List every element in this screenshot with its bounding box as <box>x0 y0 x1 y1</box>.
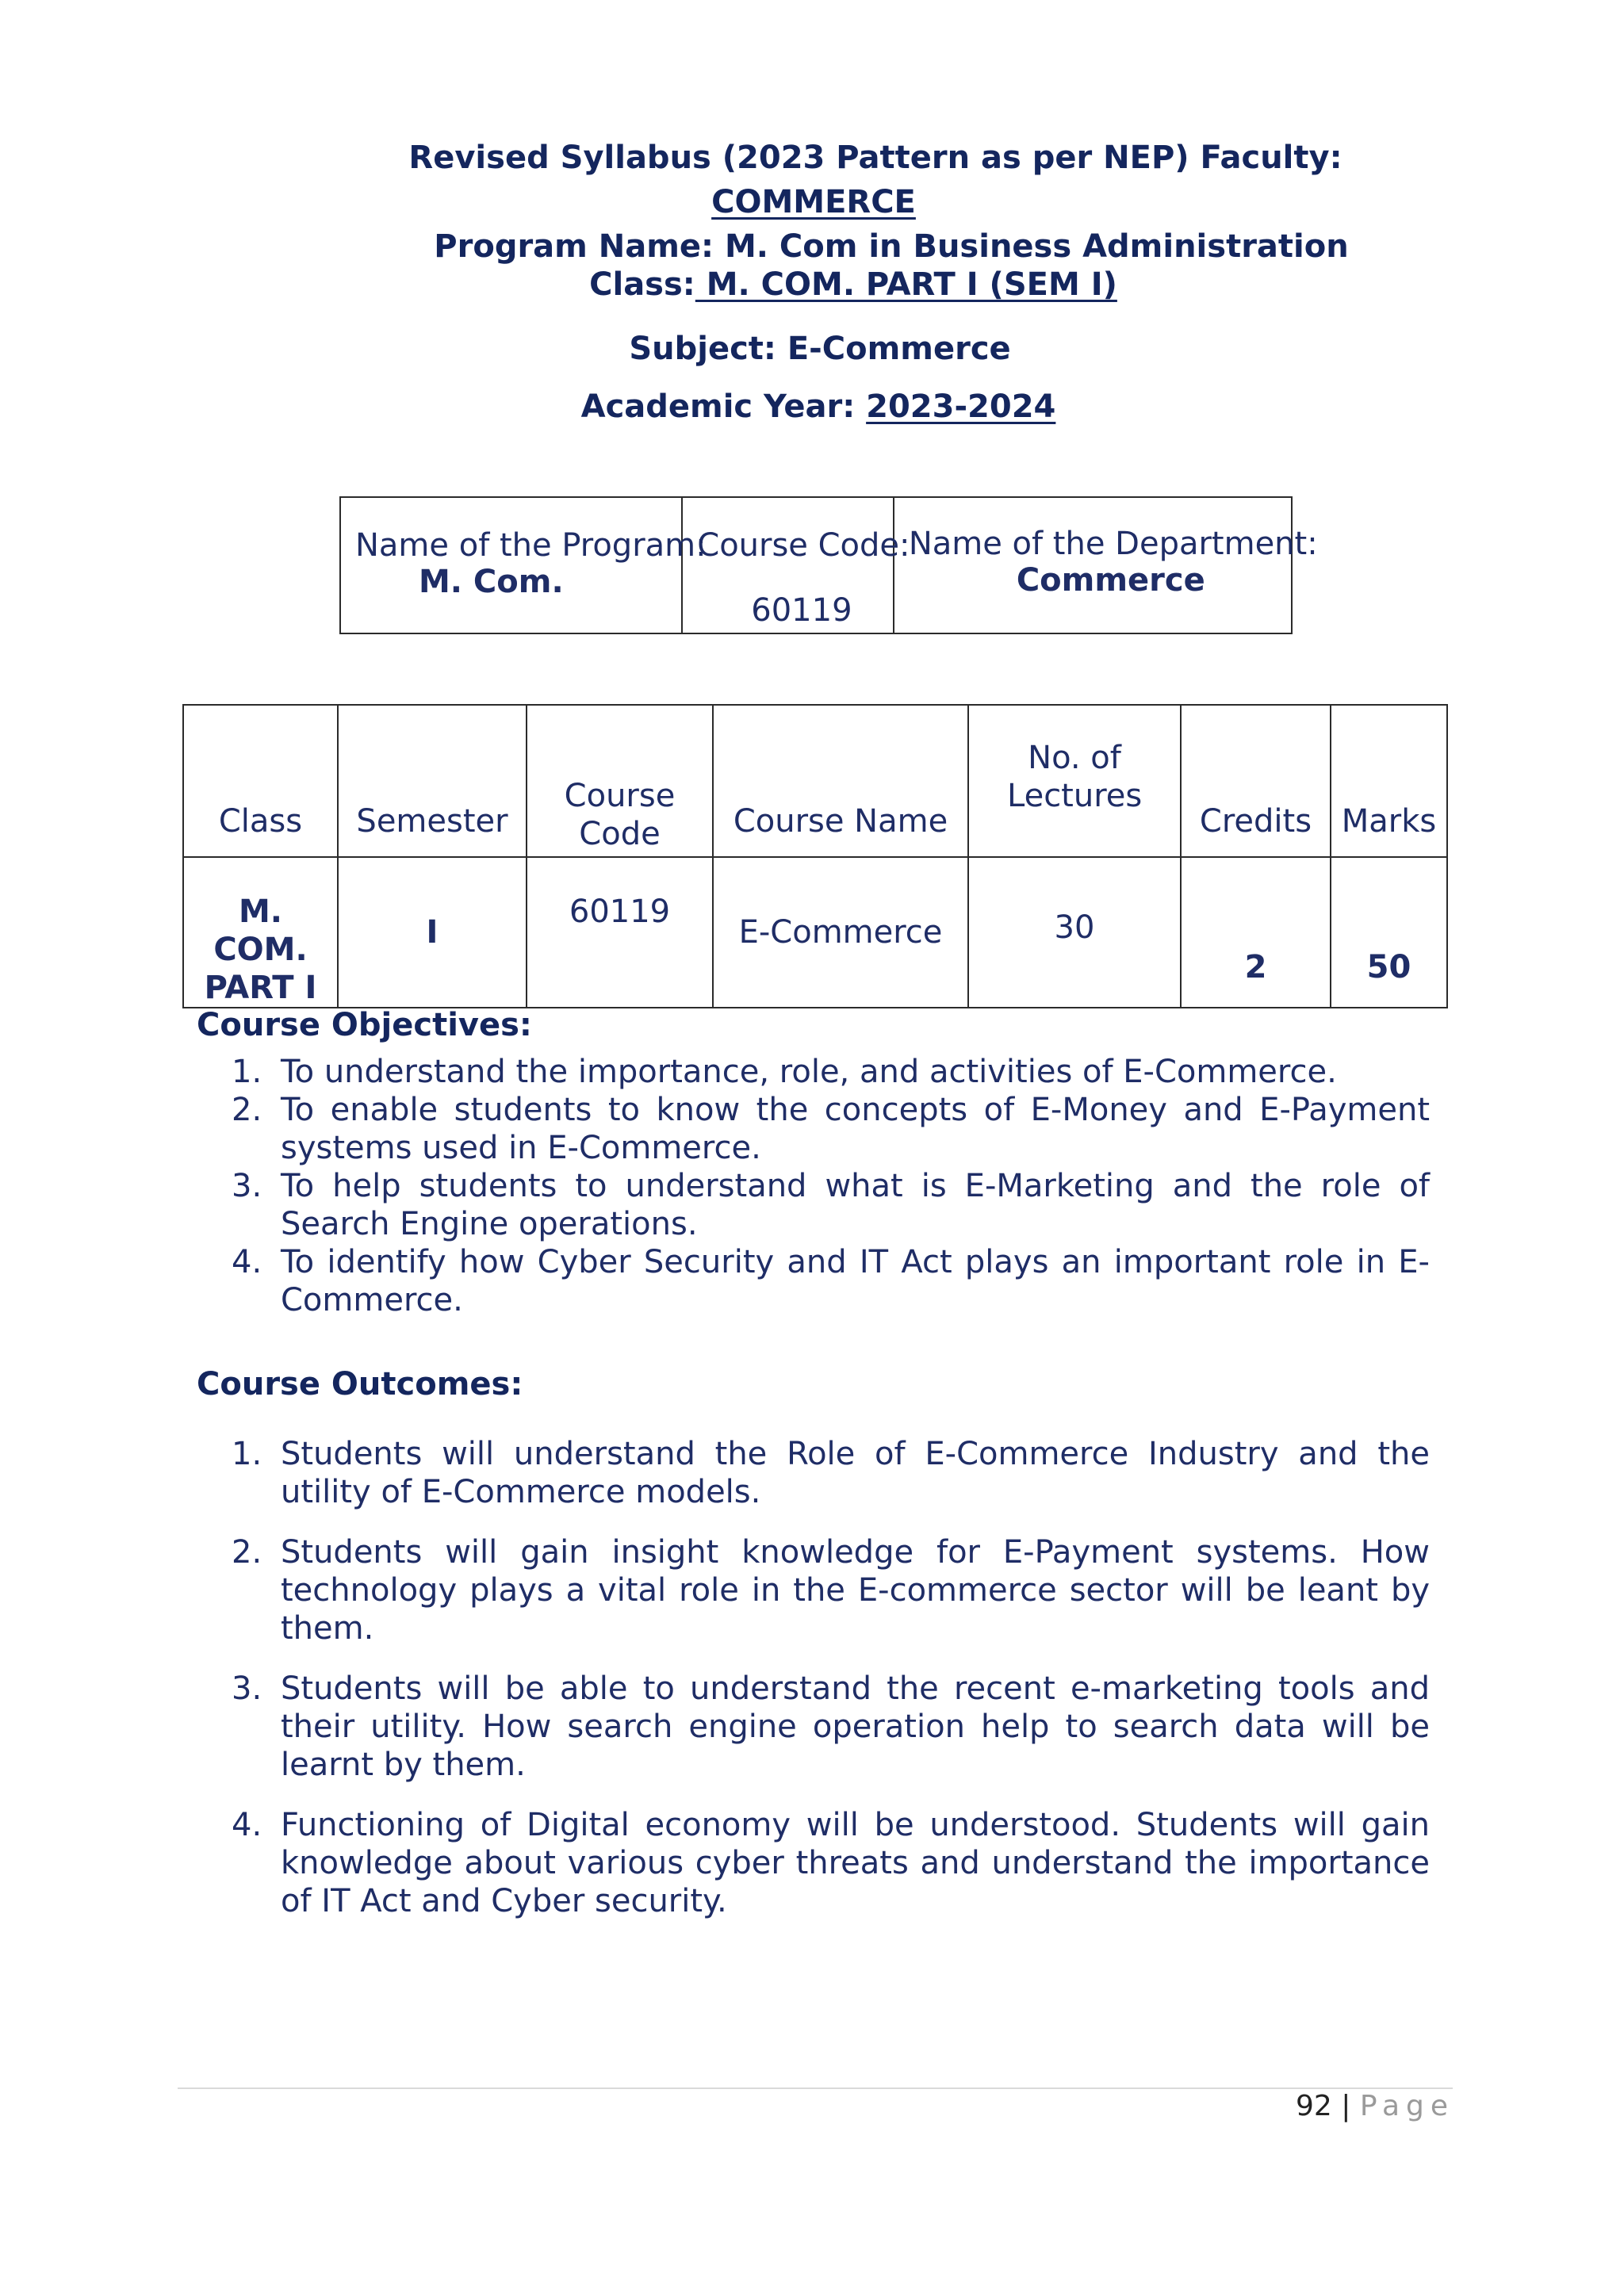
cell-course-name: E-Commerce <box>713 857 968 1008</box>
header-course-code: Course Code <box>527 705 713 857</box>
department-cell <box>894 497 1318 633</box>
academic-year-value: 2023-2024 <box>866 388 1056 425</box>
academic-year-line <box>6 388 1624 425</box>
course-table-header-row <box>183 705 1447 857</box>
outcomes-list <box>197 1435 1430 1920</box>
faculty-value: COMMERCE <box>711 184 916 220</box>
course-details-table <box>182 704 1448 1008</box>
list-item: 4. Functioning of Digital economy will be understood. Students will gain knowledge about various cyber threats and understand the importance of IT Act and Cyber security. <box>232 1807 1430 1919</box>
footer-divider <box>178 2087 1453 2089</box>
cell-semester: I <box>338 857 527 1008</box>
list-item: 3. Students will be able to understand the recent e-marketing tools and their utility. How search engine operation help to search data will be learnt by them. <box>232 1670 1430 1783</box>
class-line-3: PART I <box>204 970 317 1006</box>
list-item: 4. To identify how Cyber Security and IT Act plays an important role in E-Commerce. <box>232 1244 1430 1318</box>
header-credits: Credits <box>1181 705 1331 857</box>
objectives-title: Course Objectives: <box>197 1007 532 1043</box>
class-line <box>41 266 1624 303</box>
department-label: Name of the Department: <box>908 526 1318 562</box>
list-item: 1. To understand the importance, role, and activities of E-Commerce. <box>232 1054 1337 1090</box>
program-name: Program Name: M. Com in Business Administration <box>434 228 1349 265</box>
cell-course-code: 60119 <box>527 857 713 1008</box>
list-item: 1. Students will understand the Role of E-Commerce Industry and the utility of E-Commerce models. <box>232 1436 1430 1510</box>
course-code-label: Course Code: <box>697 527 910 564</box>
class-value: M. COM. PART I (SEM I) <box>695 266 1117 303</box>
header-course-name: Course Name <box>713 705 968 857</box>
header-class: Class <box>183 705 338 857</box>
program-cell <box>340 497 707 633</box>
course-table-row <box>183 857 1447 1008</box>
program-info-table <box>339 496 1318 634</box>
page-footer <box>1296 2090 1454 2122</box>
cell-marks: 50 <box>1331 857 1447 1008</box>
header-marks: Marks <box>1331 705 1447 857</box>
page-separator: | <box>1341 2090 1351 2122</box>
class-line-2: COM. <box>213 932 308 968</box>
subject-line: Subject: E-Commerce <box>629 331 1011 367</box>
syllabus-title: Revised Syllabus (2023 Pattern as per NEP) Faculty: <box>408 140 1342 176</box>
course-code-value: 60119 <box>751 592 852 629</box>
header-semester: Semester <box>338 705 527 857</box>
list-item: 2. To enable students to know the concepts of E-Money and E-Payment systems used in E-Commerce. <box>232 1092 1430 1166</box>
objectives-list <box>197 1053 1430 1319</box>
cell-credits: 2 <box>1181 857 1331 1008</box>
cell-lectures: 30 <box>968 857 1181 1008</box>
list-item: 3. To help students to understand what is E-Marketing and the role of Search Engine operations. <box>232 1168 1430 1242</box>
outcomes-title: Course Outcomes: <box>197 1366 523 1402</box>
department-value: Commerce <box>1016 562 1205 599</box>
faculty-name <box>2 184 1624 220</box>
cell-class <box>183 857 338 1008</box>
page-number: 92 <box>1296 2090 1332 2122</box>
page-word: Page <box>1359 2090 1455 2122</box>
course-code-cell <box>682 497 910 633</box>
header-lectures: No. of Lectures <box>968 705 1181 857</box>
list-item: 2. Students will gain insight knowledge for E-Payment systems. How technology plays a vital role in the E-commerce sector will be leant by them. <box>232 1534 1430 1647</box>
class-label: Class: <box>589 266 695 303</box>
class-line-1: M. <box>239 894 282 930</box>
program-value: M. Com. <box>419 564 564 600</box>
academic-year-label: Academic Year: <box>580 388 867 425</box>
program-label: Name of the Program: <box>355 527 707 564</box>
